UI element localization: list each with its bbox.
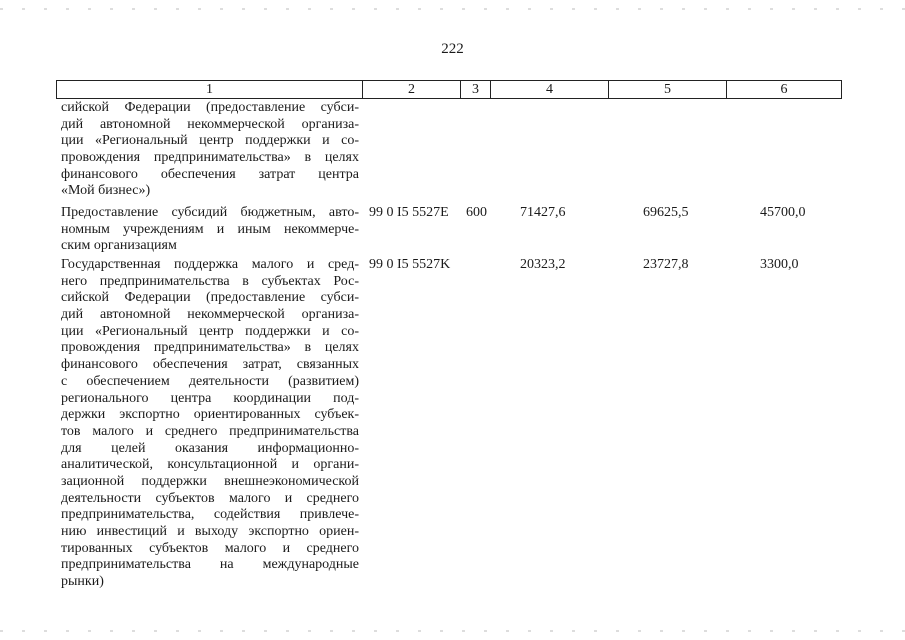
row-description [61,100,359,200]
description-line: зационной поддержки внешнеэкономической [61,473,359,489]
description-line: ции «Региональный центр поддержки и со- [61,323,359,339]
description-line: «Мой бизнес») [61,183,151,199]
description-line: провождения предпринимательства» в целях [61,340,359,356]
row-description [61,205,359,255]
column-header-3: 3 [461,81,491,99]
description-line: тов малого и среднего предпринимательства [61,423,359,439]
row-code: 99 0 I5 5527E [369,205,449,220]
column-header-row [56,80,842,99]
row-type: 600 [466,205,487,220]
column-header-4: 4 [491,81,609,99]
description-line: предпринимательства, содействия привлече- [61,507,359,523]
scan-edge-bottom [0,630,905,632]
description-line: тированных субъектов малого и среднего [61,540,359,556]
row-value-5: 23727,8 [643,257,689,272]
description-line: сийской Федерации (предоставление субси- [61,100,359,115]
column-header-5: 5 [609,81,727,99]
scan-edge-top [0,8,905,10]
description-line: ским организациям [61,238,177,254]
description-line: Предоставление субсидий бюджетным, авто- [61,205,359,220]
description-line: номным учреждениям и иным некоммерче- [61,221,359,237]
row-value-4: 20323,2 [520,257,566,272]
description-line: регионального центра координации под- [61,390,359,406]
description-line: с обеспечением деятельности (развитием) [61,373,359,389]
description-line: провождения предпринимательства» в целях [61,150,359,166]
description-line: Государственная поддержка малого и сред- [61,257,359,272]
description-line: рынки) [61,574,104,590]
row-value-4: 71427,6 [520,205,566,220]
description-line: предпринимательства на международные [61,557,359,573]
description-line: дий автономной некоммерческой организа- [61,116,359,132]
row-description [61,257,359,591]
row-value-5: 69625,5 [643,205,689,220]
description-line: дий автономной некоммерческой организа- [61,307,359,323]
column-header-1: 1 [57,81,363,99]
description-line: финансового обеспечения затрат центра [61,166,359,182]
description-line: держки экспортно ориентированных субъек- [61,407,359,423]
description-line: сийской Федерации (предоставление субси- [61,290,359,306]
column-header-2: 2 [363,81,461,99]
description-line: финансового обеспечения затрат, связанных [61,357,359,373]
description-line: него предпринимательства в субъектах Рос- [61,273,359,289]
description-line: нию инвестиций и выходу экспортно ориен- [61,524,359,539]
description-line: деятельности субъектов малого и среднего [61,490,359,506]
row-value-6: 3300,0 [760,257,799,272]
row-code: 99 0 I5 5527K [369,257,451,272]
description-line: аналитической, консультационной и органи- [61,457,359,473]
column-header-6: 6 [727,81,842,99]
page-number: 222 [441,41,464,57]
description-line: ции «Региональный центр поддержки и со- [61,133,359,149]
row-value-6: 45700,0 [760,205,806,220]
description-line: для целей оказания информационно- [61,440,359,456]
